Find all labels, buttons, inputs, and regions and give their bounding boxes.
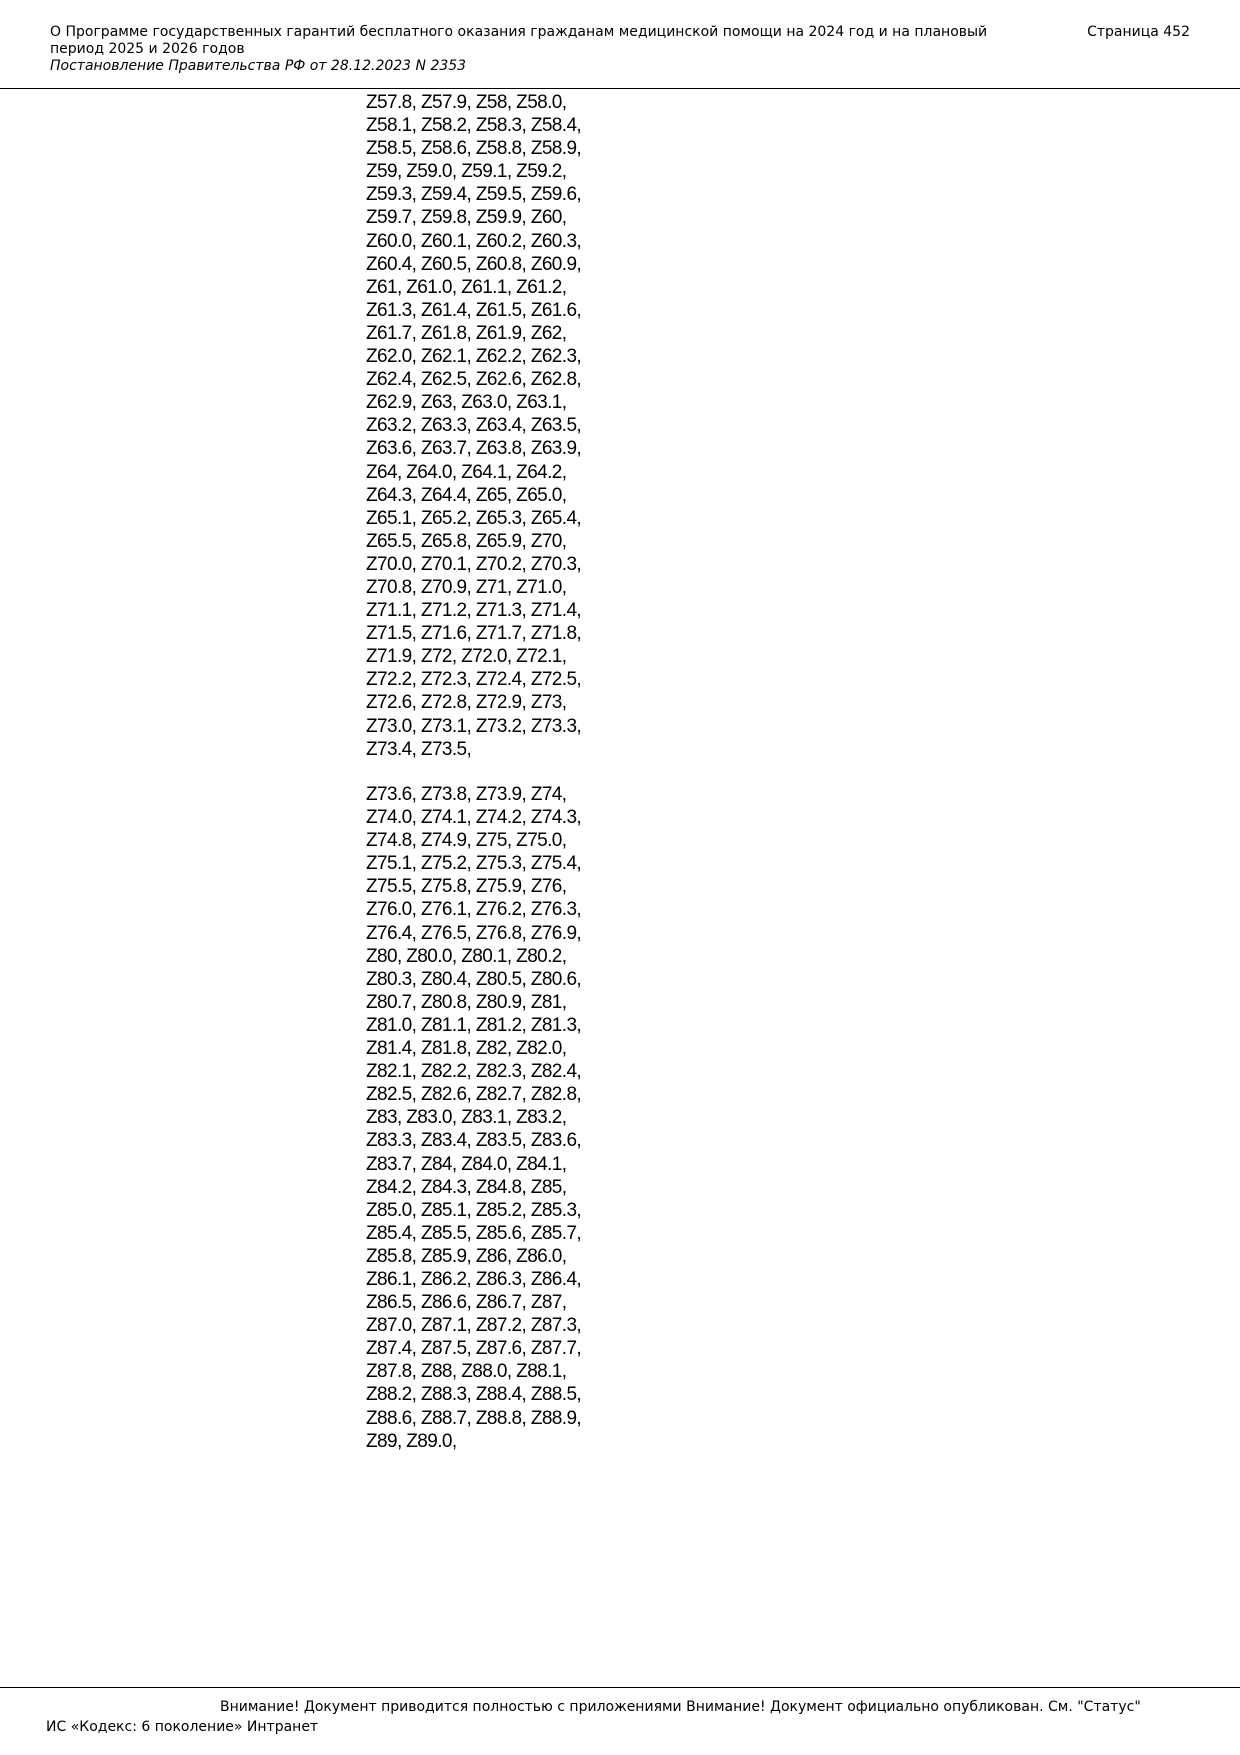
code-line: Z80, Z80.0, Z80.1, Z80.2, (366, 945, 567, 967)
code-line: Z62.0, Z62.1, Z62.2, Z62.3, (366, 346, 582, 368)
code-line: Z81.0, Z81.1, Z81.2, Z81.3, (366, 1014, 582, 1036)
code-line: Z82.5, Z82.6, Z82.7, Z82.8, (366, 1084, 582, 1106)
code-line: Z81.4, Z81.8, Z82, Z82.0, (366, 1038, 567, 1060)
code-line: Z60.4, Z60.5, Z60.8, Z60.9, (366, 253, 582, 275)
code-line: Z71.9, Z72, Z72.0, Z72.1, (366, 646, 567, 668)
code-line: Z74.0, Z74.1, Z74.2, Z74.3, (366, 807, 582, 829)
code-line: Z75.1, Z75.2, Z75.3, Z75.4, (366, 853, 582, 875)
code-line: Z58.5, Z58.6, Z58.8, Z58.9, (366, 138, 582, 160)
code-line: Z61.3, Z61.4, Z61.5, Z61.6, (366, 299, 582, 321)
code-line: Z63.2, Z63.3, Z63.4, Z63.5, (366, 415, 582, 437)
code-line: Z70.8, Z70.9, Z71, Z71.0, (366, 576, 567, 598)
code-line: Z73.6, Z73.8, Z73.9, Z74, (366, 784, 567, 805)
code-line: Z80.7, Z80.8, Z80.9, Z81, (366, 991, 567, 1013)
code-line: Z82.1, Z82.2, Z82.3, Z82.4, (366, 1061, 582, 1083)
code-line: Z76.4, Z76.5, Z76.8, Z76.9, (366, 922, 582, 944)
code-line: Z88.6, Z88.7, Z88.8, Z88.9, (366, 1407, 582, 1429)
code-line: Z73.0, Z73.1, Z73.2, Z73.3, (366, 715, 582, 737)
code-line: Z61, Z61.0, Z61.1, Z61.2, (366, 276, 567, 298)
code-line: Z61.7, Z61.8, Z61.9, Z62, (366, 322, 567, 344)
code-line: Z59.7, Z59.8, Z59.9, Z60, (366, 207, 567, 229)
code-line: Z85.8, Z85.9, Z86, Z86.0, (366, 1245, 567, 1267)
code-line: Z87.4, Z87.5, Z87.6, Z87.7, (366, 1338, 582, 1360)
document-title: О Программе государственных гарантий бесплатного оказания гражданам медицинской помощи на 2024 год и на плановый период 2025 и 2026 годов (50, 24, 988, 57)
document-subtitle: Постановление Правительства РФ от 28.12.2023 N 2353 (50, 58, 467, 74)
code-line: Z87.0, Z87.1, Z87.2, Z87.3, (366, 1315, 582, 1337)
code-line: Z73.4, Z73.5, (366, 738, 472, 760)
code-line: Z72.6, Z72.8, Z72.9, Z73, (366, 692, 567, 714)
code-line: Z86.1, Z86.2, Z86.3, Z86.4, (366, 1268, 582, 1290)
code-line: Z58.1, Z58.2, Z58.3, Z58.4, (366, 115, 582, 137)
code-line: Z83.3, Z83.4, Z83.5, Z83.6, (366, 1130, 582, 1152)
code-line: Z71.1, Z71.2, Z71.3, Z71.4, (366, 600, 582, 622)
code-line: Z71.5, Z71.6, Z71.7, Z71.8, (366, 623, 582, 645)
code-line: Z64, Z64.0, Z64.1, Z64.2, (366, 461, 567, 483)
diagnosis-codes-block-2 (366, 783, 581, 1453)
page-header (50, 24, 1190, 75)
page-number: Страница 452 (1087, 24, 1190, 40)
header-divider (0, 88, 1240, 89)
code-line: Z87.8, Z88, Z88.0, Z88.1, (366, 1361, 567, 1383)
code-line: Z62.4, Z62.5, Z62.6, Z62.8, (366, 369, 582, 391)
code-line: Z72.2, Z72.3, Z72.4, Z72.5, (366, 669, 582, 691)
code-line: Z84.2, Z84.3, Z84.8, Z85, (366, 1176, 567, 1198)
code-line: Z85.0, Z85.1, Z85.2, Z85.3, (366, 1199, 582, 1221)
code-line: Z80.3, Z80.4, Z80.5, Z80.6, (366, 968, 582, 990)
code-line: Z76.0, Z76.1, Z76.2, Z76.3, (366, 899, 582, 921)
code-line: Z88.2, Z88.3, Z88.4, Z88.5, (366, 1384, 582, 1406)
code-line: Z83, Z83.0, Z83.1, Z83.2, (366, 1107, 567, 1129)
code-line: Z64.3, Z64.4, Z65, Z65.0, (366, 484, 567, 506)
code-line: Z65.5, Z65.8, Z65.9, Z70, (366, 530, 567, 552)
code-line: Z75.5, Z75.8, Z75.9, Z76, (366, 876, 567, 898)
footer-notice: Внимание! Документ приводится полностью с приложениями Внимание! Документ официально опубликован. См. "Статус" (220, 1699, 1141, 1715)
code-line: Z60.0, Z60.1, Z60.2, Z60.3, (366, 230, 582, 252)
code-line: Z89, Z89.0, (366, 1430, 457, 1452)
footer-divider (0, 1687, 1240, 1688)
code-line: Z65.1, Z65.2, Z65.3, Z65.4, (366, 507, 582, 529)
code-line: Z63.6, Z63.7, Z63.8, Z63.9, (366, 438, 582, 460)
code-line: Z86.5, Z86.6, Z86.7, Z87, (366, 1292, 567, 1314)
code-line: Z70.0, Z70.1, Z70.2, Z70.3, (366, 553, 582, 575)
code-line: Z85.4, Z85.5, Z85.6, Z85.7, (366, 1222, 582, 1244)
code-line: Z83.7, Z84, Z84.0, Z84.1, (366, 1153, 567, 1175)
diagnosis-codes-block-1 (366, 91, 581, 761)
code-line: Z59, Z59.0, Z59.1, Z59.2, (366, 161, 567, 183)
code-line: Z57.8, Z57.9, Z58, Z58.0, (366, 92, 567, 113)
code-line: Z62.9, Z63, Z63.0, Z63.1, (366, 392, 567, 414)
footer-system-label: ИС «Кодекс: 6 поколение» Интранет (46, 1719, 319, 1735)
code-line: Z59.3, Z59.4, Z59.5, Z59.6, (366, 184, 582, 206)
code-line: Z74.8, Z74.9, Z75, Z75.0, (366, 830, 567, 852)
